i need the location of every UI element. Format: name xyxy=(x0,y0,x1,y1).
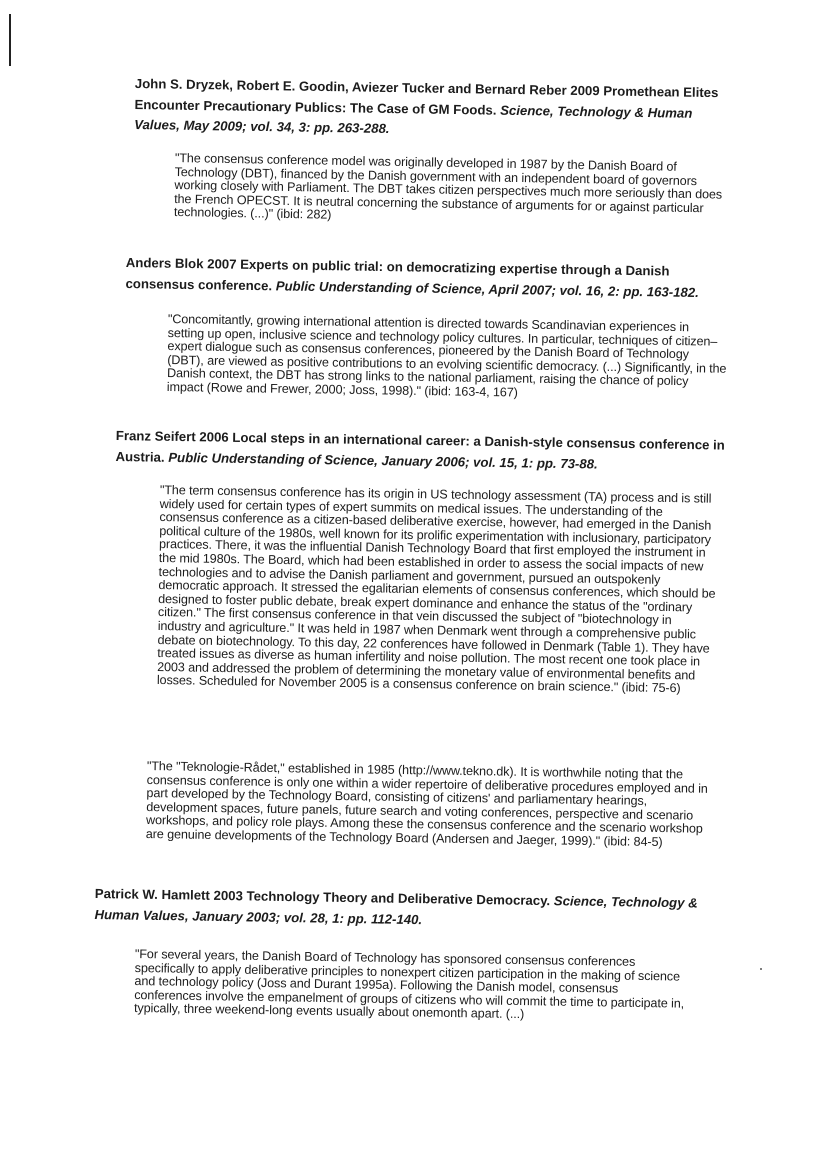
quote-blok xyxy=(167,313,728,403)
quote-hamlett-text: "For several years, the Danish Board of Technology has sponsored consensus conferences specifically to apply deliberative principles to nonexpert citizen participation in the making of science and technology policy (Joss and Durant 1995a). Following the Danish model, consensus conferences involve the empanelment of groups of citizens who will commit the time to participate in, typically, three weekend-long events usually about onemonth apart. (...) xyxy=(133,947,685,1022)
quote-seifert-2 xyxy=(146,760,713,850)
quote-seifert-2-text: "The "Teknologie-Rådet," established in 1985 (http://www.tekno.dk). It is worthwhile noting that the consensus conference is only one within a wider repertoire of deliberative procedures employed and in part developed by the Technology Board, consisting of citizens' and parliamentary hearings, development spaces, future panels, future search and voting conferences, perspective and scenario workshops, and policy role plays. Among these the consensus conference and the scenario workshop are genuine developments of the Technology Board (Andersen and Jaeger, 1999)." (ibid: 84-5) xyxy=(145,759,708,850)
reference-dryzek-source: Science, Technology & Human Values, May 2009; vol. 34, 3: pp. 263-288. xyxy=(134,102,693,137)
margin-mark xyxy=(9,14,11,66)
quote-dryzek xyxy=(174,152,731,230)
scan-speck xyxy=(760,968,762,970)
reference-blok-source: Public Understanding of Science, April 2007; vol. 16, 2: pp. 163-182. xyxy=(275,277,699,300)
quote-hamlett xyxy=(134,948,687,1025)
reference-seifert xyxy=(115,426,726,477)
reference-seifert-authors: Franz Seifert 2006 Local steps in an international career: a Danish-style consensus conference in Austria. xyxy=(115,427,725,465)
reference-hamlett-source: Science, Technology & Human Values, January 2003; vol. 28, 1: pp. 112-140. xyxy=(94,893,698,927)
quote-blok-text: "Concomitantly, growing international attention is directed towards Scandinavian experiences in setting up open, inclusive science and technology policy cultures. In particular, techniques of citizen–expert dialogue such as consensus conferences, pioneered by the Danish Board of Technology (DBT), are viewed as positive contributions to an evolving scientific democracy. (...) Significantly, in the Danish context, the DBT has strong links to the national parliament, raising the chance of policy impact (Rowe and Frewer, 2000; Joss, 1998)." (ibid: 163-4, 167) xyxy=(166,312,727,400)
quote-dryzek-text: "The consensus conference model was originally developed in 1987 by the Danish Board of Technology (DBT), financed by the Danish government with an independent board of governors working closely with Parliament. The DBT takes citizen perspectives much more seriously than does the French OPECST. It is neutral concerning the substance of arguments for or against particular technologies. (...)" (ibid: 282) xyxy=(173,151,723,223)
reference-hamlett xyxy=(94,884,700,934)
reference-seifert-source: Public Understanding of Science, January 2006; vol. 15, 1: pp. 73-88. xyxy=(168,449,598,472)
quote-seifert-1-text: "The term consensus conference has its origin in US technology assessment (TA) process and is still widely used for certain types of expert summits on medical issues. The understanding of the consensus conference as a citizen-based deliberative exercise, however, had emerged in the Danish political culture of the 1980s, well known for its prolific experimentation with inclusionary, participatory practices. There, it was the influential Danish Technology Board that first employed the instrument in the mid 1980s. The Board, which had been established in order to assess the social impacts of new technologies and to advise the Danish parliament and government, pursued an outspokenly democratic approach. It stressed the egalitarian elements of consensus conferences, which should be designed to foster public debate, break expert dominance and enhance the status of the "ordinary citizen." The first consensus conference in that vein discussed the subject of "biotechnology in industry and agriculture." It was held in 1987 when Denmark went through a comprehensive public debate on biotechnology. To this day, 22 conferences have followed in Denmark (Table 1). They have treated issues as diverse as human infertility and noise pollution. The most recent one took place in 2003 and addressed the problem of determining the monetary value of environmental benefits and losses. Scheduled for November 2005 is a consensus conference on brain science." (ibid: 75-6) xyxy=(156,483,716,696)
reference-hamlett-authors: Patrick W. Hamlett 2003 Technology Theory and Deliberative Democracy. xyxy=(94,885,551,909)
reference-blok xyxy=(125,253,726,303)
reference-dryzek xyxy=(134,74,735,145)
reference-dryzek-authors: John S. Dryzek, Robert E. Goodin, Aviezer Tucker and Bernard Reber 2009 Promethean Elites Encounter Precautionary Publics: The Case of GM Foods. xyxy=(134,75,719,118)
quote-seifert-1 xyxy=(157,484,720,697)
reference-blok-authors: Anders Blok 2007 Experts on public trial: on democratizing expertise through a Danish consensus conference. xyxy=(125,254,670,293)
